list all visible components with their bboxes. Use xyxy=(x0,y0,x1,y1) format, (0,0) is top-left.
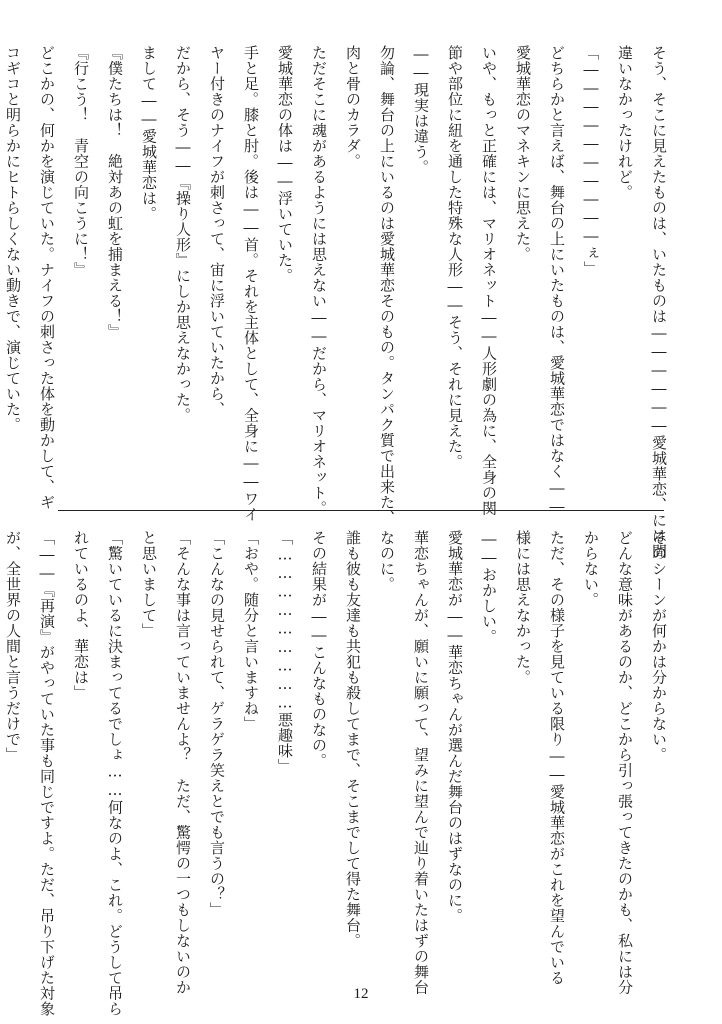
text-line: そう、そこに見えたものは、いたものは――――――愛城華恋、には間 xyxy=(650,45,668,559)
text-line: 「そんな事は言っていませんよ？ ただ、驚愕の一つもしないのか xyxy=(174,530,192,995)
section-divider xyxy=(58,510,664,511)
text-line: 勿論、舞台の上にいるのは愛城華恋そのもの。タンパク質で出来た、 xyxy=(378,45,396,526)
text-line: 手と足。膝と肘。後は――首。それを主体として、全身に――ワイ xyxy=(242,45,260,522)
text-line: と思いまして」 xyxy=(140,530,158,639)
top-text-block xyxy=(4,45,676,559)
text-line: 愛城華恋が――華恋ちゃんが選んだ舞台のはずなのに。 xyxy=(446,530,464,924)
text-line: 「驚いているに決まってるでしょ……何なのよ、これ。どうして吊ら xyxy=(106,530,124,1017)
text-line: 誰も彼も友達も共犯も殺してまで、そこまでして得た舞台。 xyxy=(344,530,362,949)
text-line: なのに。 xyxy=(378,530,396,592)
text-line: ただ、その様子を見ている限り――愛城華恋がこれを望んでいる xyxy=(548,530,566,986)
text-line: 『行こう！ 青空の向こうに！』 xyxy=(72,45,90,278)
text-line: どこかの、何かを演じていた。ナイフの刺さった体を動かして、ギ xyxy=(38,45,56,510)
text-line: どんな意味があるのか、どこから引っ張ってきたのかも、私には分 xyxy=(616,530,634,995)
text-line: 「――――――――――ぇ」 xyxy=(582,45,600,277)
text-line: 様には思えなかった。 xyxy=(514,530,532,685)
text-line: 「こんなの見せられて、ゲラゲラ笑えとでも言うの？」 xyxy=(208,530,226,918)
text-line: 「――『再演』がやっていた事も同じですよ。ただ、吊り下げた対象 xyxy=(38,530,56,1017)
text-line: 華恋ちゃんが、願いに願って、望みに望んで辿り着いたはずの舞台 xyxy=(412,530,430,995)
text-line: まして――愛城華恋は。 xyxy=(140,45,158,222)
text-line: れているのよ、華恋は」 xyxy=(72,530,90,701)
text-line: 肉と骨のカラダ。 xyxy=(344,45,362,169)
text-line: 「おや。随分と言いますね」 xyxy=(242,530,260,732)
text-line: からない。 xyxy=(582,530,600,608)
text-line: ――おかしい。 xyxy=(480,530,498,645)
page-number: 12 xyxy=(353,986,369,1002)
text-line: ――現実は違う。 xyxy=(412,45,430,175)
text-line: その結果が――こんなものなの。 xyxy=(310,530,328,769)
text-line: 『僕たちは！ 絶対あの虹を捕まえる！』 xyxy=(106,45,124,340)
text-line: 違いなかったけれど。 xyxy=(616,45,634,200)
text-line: 愛城華恋のマネキンに思えた。 xyxy=(514,45,532,262)
text-line: ヤー付きのナイフが刺さって、宙に浮いていたから、 xyxy=(208,45,226,417)
text-line: 節や部位に紐を通した特殊な人形――そう、それに見えた。 xyxy=(446,45,464,470)
text-line: コギコと明らかにヒトらしくない動きで、演じていた。 xyxy=(4,45,22,433)
text-line: ただそこに魂があるようには思えない――だから、マリオネット。 xyxy=(310,45,328,516)
text-line: いや、もっと正確には、マリオネット――人形劇の為に、全身の関 xyxy=(480,45,498,516)
text-line: そのシーンが何かは分からない。 xyxy=(650,530,668,763)
text-line: どちらかと言えば、舞台の上にいたものは、愛城華恋ではなく―― xyxy=(548,45,566,516)
text-line: だから、そう――『操り人形』にしか思えなかった。 xyxy=(174,45,192,423)
text-line: が、全世界の人間と言うだけで」 xyxy=(4,530,22,763)
text-line: 「………………………悪趣味」 xyxy=(276,530,294,774)
text-line: 愛城華恋の体は――浮いていた。 xyxy=(276,45,294,284)
